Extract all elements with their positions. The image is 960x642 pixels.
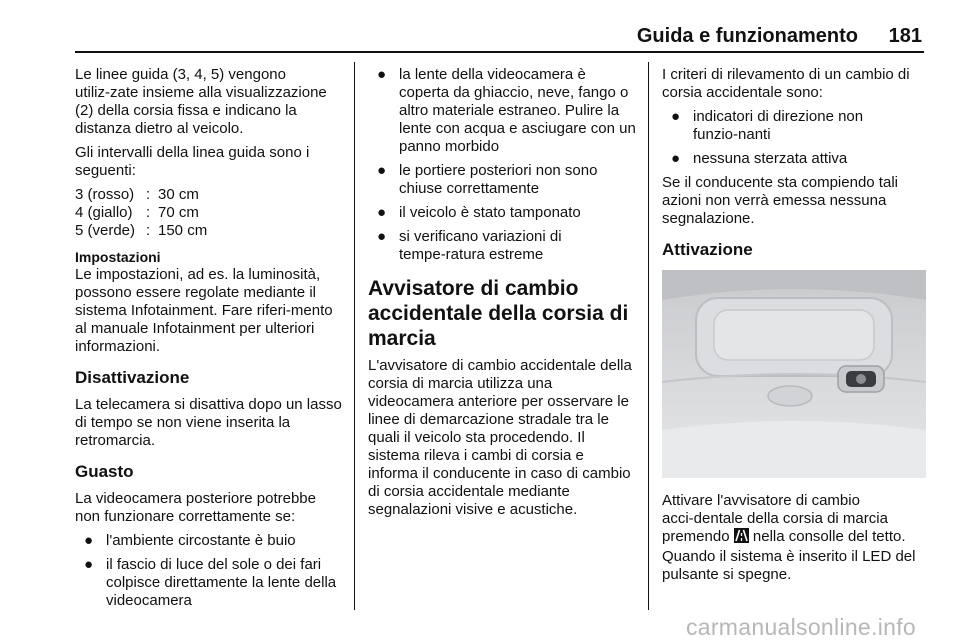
- list-item: [75, 556, 345, 610]
- guideline-label: 5 (verde): [75, 222, 136, 239]
- section-heading: Avvisatore di cambio accidentale della corsia di marcia: [368, 277, 629, 350]
- list-item: [75, 532, 345, 550]
- guideline-value: 70 cm: [158, 204, 199, 221]
- column-2: [368, 66, 638, 525]
- no-warning-text: Se il conducente sta compiendo tali azioni non verrà emessa nessuna segnalazione.: [662, 174, 898, 227]
- settings-heading: Impostazioni: [75, 249, 161, 265]
- intervals-intro: Gli intervalli della linea guida sono i seguenti:: [75, 144, 310, 179]
- list-item-text: il fascio di luce del sole o dei fari colpisce direttamente la lente della videocamera: [106, 556, 337, 609]
- list-item: [662, 108, 928, 144]
- column-3: [662, 66, 928, 590]
- list-item-text: le portiere posteriori non sono chiuse correttamente: [399, 162, 598, 197]
- header-title: Guida e funzionamento: [636, 25, 858, 47]
- list-item-text: il veicolo è stato tamponato: [399, 204, 581, 221]
- guideline-label: 4 (giallo): [75, 204, 133, 221]
- bullet: ●: [671, 150, 681, 167]
- bullet: ●: [377, 162, 387, 179]
- list-item-text: nessuna sterzata attiva: [693, 150, 848, 167]
- lane-departure-icon: [734, 528, 749, 548]
- deactivation-text: La telecamera si disattiva dopo un lasso di tempo se non viene inserita la retromarcia.: [75, 396, 342, 449]
- header-rule: [75, 51, 924, 53]
- criteria-intro: I criteri di rilevamento di un cambio di corsia accidentale sono:: [662, 66, 910, 101]
- activation-text-after: nella consolle del tetto. Quando il sistema è inserito il LED del pulsante si spegne.: [662, 528, 916, 583]
- roof-console-illustration: [662, 270, 926, 478]
- fault-text: La videocamera posteriore potrebbe non funzionare correttamente se:: [75, 490, 316, 525]
- roof-console-photo: [662, 270, 926, 478]
- guideline-sep: :: [146, 186, 151, 203]
- bullet: ●: [377, 66, 387, 83]
- list-item: [368, 66, 638, 156]
- fault-list: [75, 532, 345, 610]
- activation-text-before: Attivare l'avvisatore di cambio acci‑dentale della corsia di marcia premendo: [662, 492, 888, 545]
- list-item-text: l'ambiente circostante è buio: [106, 532, 296, 549]
- page-header: [0, 0, 960, 60]
- watermark: carmanualsonline.info: [685, 614, 916, 640]
- guideline-sep: :: [146, 222, 151, 239]
- list-item: [368, 204, 638, 222]
- guideline-sep: :: [146, 204, 151, 221]
- list-item-text: indicatori di direzione non funzio‑nanti: [693, 108, 864, 143]
- bullet: ●: [84, 532, 94, 549]
- intro-paragraph: Le linee guida (3, 4, 5) vengono utiliz‑zate insieme alla visualizzazione (2) della corsia fissa e indicano la distanza dietro al veicolo.: [75, 66, 327, 137]
- criteria-list: [662, 108, 928, 168]
- column-1: [75, 66, 345, 616]
- activation-heading: Attivazione: [662, 240, 753, 259]
- list-item: [662, 150, 928, 168]
- list-item-text: la lente della videocamera è coperta da ghiaccio, neve, fango o altro materiale estraneo. Pulire la lente con acqua e asciugare con un panno morbido: [399, 66, 636, 155]
- section-text: L'avvisatore di cambio accidentale della corsia di marcia utilizza una videocamera anteriore per osservare le linee di demarcazione stradale tra le quali il veicolo sta procedendo. Il sistema rileva i cambi di corsia e informa il conducente in caso di cambio di corsia accidentale mediante segnalazioni visive e acustiche.: [368, 357, 632, 518]
- guideline-value: 150 cm: [158, 222, 208, 239]
- activation-text: [662, 492, 928, 584]
- bullet: ●: [84, 556, 94, 573]
- bullet: ●: [671, 108, 681, 125]
- bullet: ●: [377, 204, 387, 221]
- column-divider: [354, 62, 355, 610]
- guideline-value: 30 cm: [158, 186, 199, 203]
- guideline-intervals: [75, 186, 345, 240]
- fault-list-continued: [368, 66, 638, 264]
- bullet: ●: [377, 228, 387, 245]
- settings-text: Le impostazioni, ad es. la luminosità, possono essere regolate mediante il sistema Infotainment. Fare riferi‑mento al manuale Infotainment per ulteriori informazioni.: [75, 266, 333, 355]
- deactivation-heading: Disattivazione: [75, 368, 190, 387]
- list-item: [368, 162, 638, 198]
- column-divider: [648, 62, 649, 610]
- guideline-label: 3 (rosso): [75, 186, 135, 203]
- fault-heading: Guasto: [75, 462, 134, 481]
- page-number: 181: [888, 25, 922, 47]
- list-item-text: si verificano variazioni di tempe‑ratura estreme: [399, 228, 562, 263]
- list-item: [368, 228, 638, 264]
